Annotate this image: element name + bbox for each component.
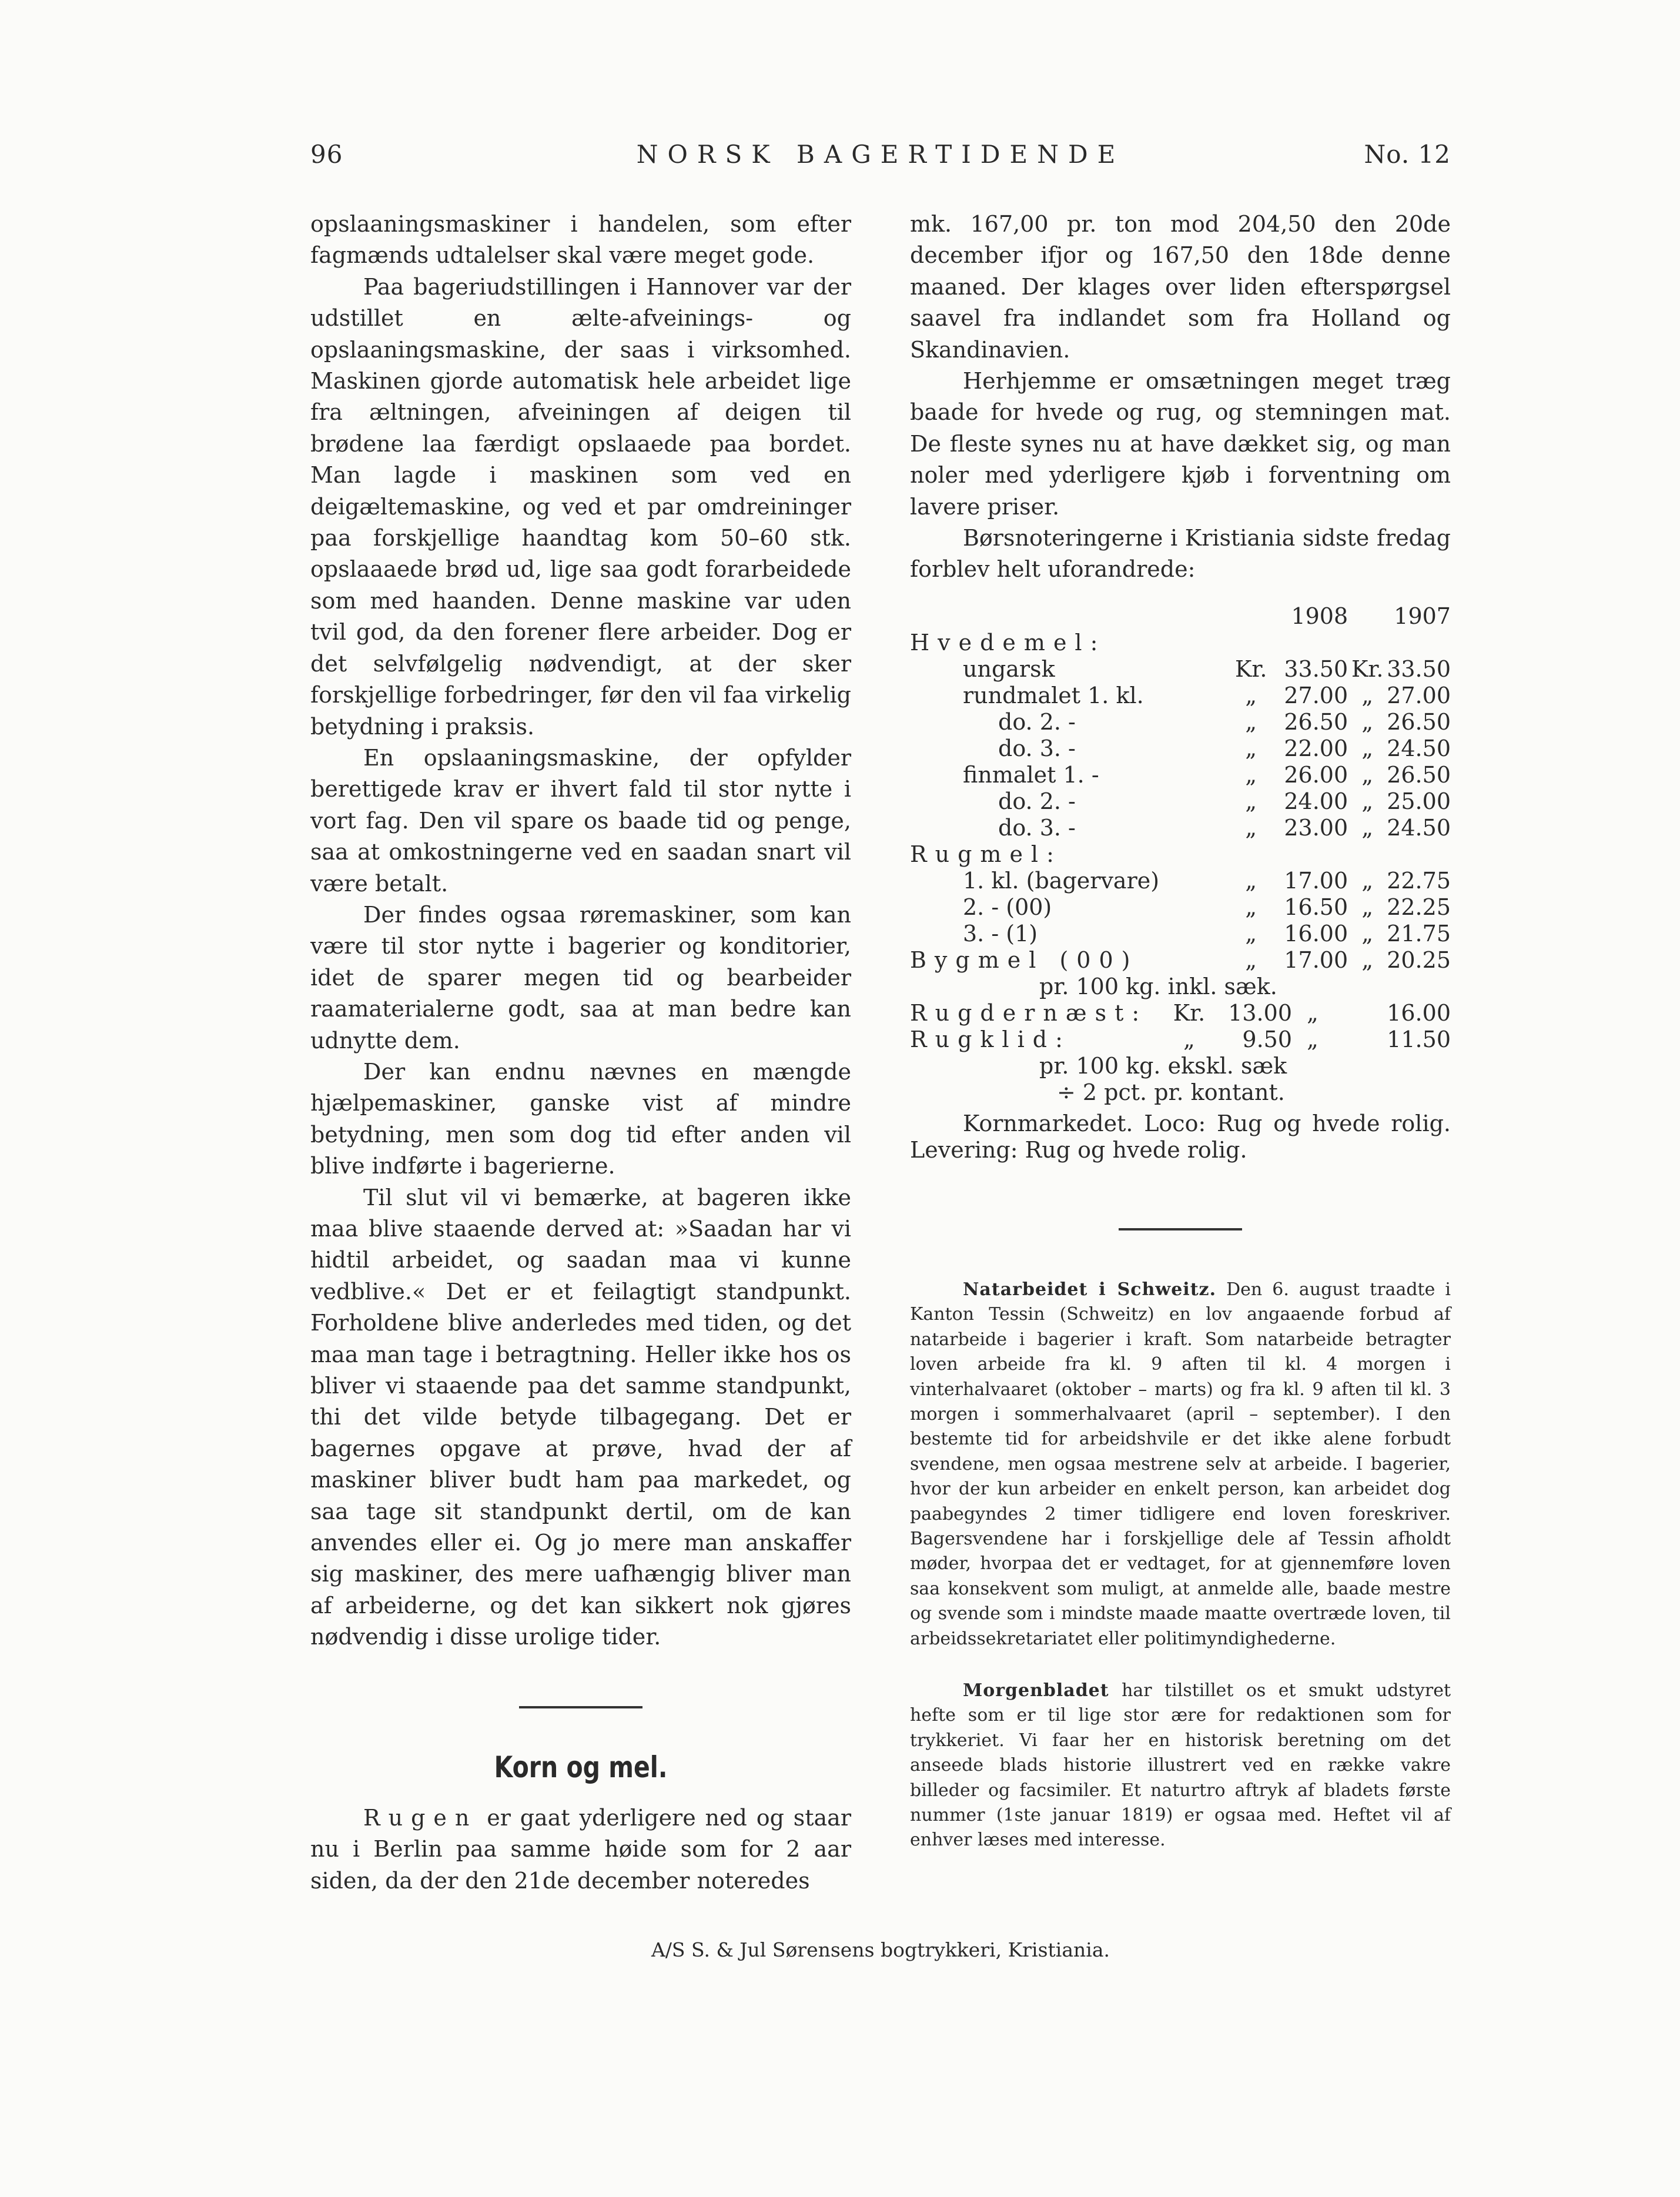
price-label: rundmalet 1. kl. — [963, 682, 1144, 708]
price-table-2 — [910, 1000, 1451, 1053]
price-label: Rugmel: — [910, 841, 1062, 867]
price-unit-1908: „ — [1245, 894, 1257, 920]
price-1907: 21.75 — [1387, 920, 1451, 947]
price-1907: 24.50 — [1387, 735, 1451, 761]
price-1907 — [1387, 630, 1451, 656]
paragraph: Til slut vil vi bemærke, at bageren ikke maa blive staaende derved at: »Saadan har vi hidtil arbeidet, og saadan maa vi kunne vedblive.« Det er et feilagtigt standpunkt. Forholdene blive anderledes med tiden, og det maa man tage i betragtning. Heller ikke hos os bliver vi staaende paa det samme standpunkt, thi det vilde betyde tilbagegang. Det er bagernes opgave at prøve, hvad der af maskiner bliver budt ham paa markedet, og saa tage sit standpunkt dertil, om de kan anvendes eller ei. Og jo mere man anskaffer sig maskiner, des mere uafhængig bliver man af arbeiderne, og det kan sikkert nok gjøres nødvendig i disse urolige tider. — [310, 1184, 851, 1650]
paragraph: En opslaaningsmaskine, der opfylder berettigede krav er ihvert fald til stor nytte i vort fag. Den vil spare os baade tid og penge, saa at omkostningerne ved en saadan snart vil være betalt. — [310, 744, 851, 897]
section-lead-paragraph — [310, 1803, 851, 1897]
price-label: do. 2. - — [998, 708, 1076, 735]
price-1908: 26.50 — [1284, 708, 1348, 735]
price-header-row — [910, 603, 1451, 630]
price-unit-1907: „ — [1361, 947, 1374, 973]
running-head — [310, 140, 1451, 175]
price-unit-1908 — [1231, 630, 1270, 656]
price-unit-1907: „ — [1307, 1026, 1318, 1052]
price-row — [910, 788, 1451, 815]
price-1907: 24.50 — [1387, 814, 1451, 841]
price-1907: 16.00 — [1387, 999, 1451, 1026]
price-1908: 16.00 — [1284, 920, 1348, 947]
price-unit-1907: „ — [1361, 682, 1374, 708]
lead-text: er gaat yderligere ned og staar nu i Berlin paa samme høide som for 2 aar siden, da der den 21de december noteredes — [310, 1804, 851, 1894]
price-1908: 26.00 — [1284, 761, 1348, 788]
paragraph: Der kan endnu nævnes en mængde hjælpemaskiner, ganske vist af mindre betydning, men som dog tid efter anden vil blive indførte i bagerierne. — [310, 1058, 851, 1179]
price-label: Hvedemel: — [910, 629, 1106, 656]
lead-word: Rugen — [363, 1804, 478, 1831]
price-row — [910, 1026, 1451, 1053]
price-row — [910, 815, 1451, 841]
price-1908: 27.00 — [1284, 682, 1348, 708]
price-unit-1908: Kr. — [1234, 656, 1267, 682]
price-1908: 24.00 — [1284, 788, 1348, 814]
price-1907: 27.00 — [1387, 682, 1451, 708]
price-label: do. 2. - — [998, 788, 1076, 814]
price-unit-1908: „ — [1245, 867, 1257, 894]
price-1907: 22.25 — [1387, 894, 1451, 920]
price-unit-1907: „ — [1361, 894, 1374, 920]
price-1908: 13.00 — [1228, 999, 1292, 1026]
notice-title: Natarbeidet i Schweitz. — [963, 1279, 1217, 1300]
price-1908: 9.50 — [1242, 1026, 1292, 1052]
price-row — [910, 656, 1451, 683]
price-label: do. 3. - — [998, 735, 1076, 761]
notice-text: har tilstillet os et smukt udstyret hefte som er til lige stor ære for redaktionen som for trykkeriet. Vi faar her en historisk beretning om det anseede blads historie illustrert ved en række vakre billeder og facsimiler. Et naturtro aftryk af bladets første nummer (1ste januar 1819) er ogsaa med. Heftet vil af enhver læses med interesse. — [910, 1680, 1451, 1851]
notice-text: Den 6. august traadte i Kanton Tessin (Schweitz) en lov angaaende forbud af natarbeide i bagerier i kraft. Som natarbeide betragter loven arbeide fra kl. 9 aften til kl. 4 morgen i vinterhalvaaret (oktober – marts) og fra kl. 9 aften til kl. 3 morgen i sommerhalvaaret (april – september). I den bestemte tid for arbeidshvile er det ikke alene forbudt svendene, men ogsaa mestrene selv at arbeide. I bagerier, hvor der kun arbeider en enkelt person, kan arbeidet dog paabegyndes 2 timer tidligere end loven foreskriver. Bagersvendene har i forskjellige dele af Tessin afholdt møder, hvorpaa det er vedtaget, for at gjennemføre loven saa konsekvent som muligt, at anmelde alle, baade mestre og svende som i mindste maade maatte overtræde loven, til arbeidssekretariatet eller politimyndighederne. — [910, 1279, 1451, 1649]
price-label: 2. - (00) — [963, 894, 1052, 920]
price-rows — [910, 630, 1451, 974]
price-1907: 33.50 — [1387, 656, 1451, 682]
price-1908: 17.00 — [1284, 947, 1348, 973]
section-divider — [519, 1706, 642, 1708]
price-unit-1908: „ — [1245, 735, 1257, 761]
price-unit-1907: „ — [1361, 708, 1374, 735]
paragraph: Der findes ogsaa røremaskiner, som kan være til stor nytte i bagerier og konditorier, idet de sparer megen tid og bearbeider raamaterialerne godt, saa at man bedre kan udnytte dem. — [310, 901, 851, 1054]
price-unit-1908: Kr. — [1173, 999, 1206, 1026]
price-unit-1907: „ — [1361, 814, 1374, 841]
issue-number: No. 12 — [1364, 140, 1451, 169]
price-unit-1907: „ — [1361, 867, 1374, 894]
price-1907: 22.75 — [1387, 867, 1451, 894]
printer-imprint: A/S S. & Jul Sørensens bogtrykkeri, Kristiania. — [651, 1938, 1110, 1961]
price-unit-1908: „ — [1245, 920, 1257, 947]
price-unit-1908: „ — [1245, 682, 1257, 708]
price-unit-1907 — [1348, 841, 1387, 868]
price-1907: 20.25 — [1387, 947, 1451, 973]
price-1907: 26.50 — [1387, 761, 1451, 788]
price-label: 3. - (1) — [963, 920, 1038, 947]
price-unit-1908 — [1231, 841, 1270, 868]
year-1908: 1908 — [1291, 603, 1348, 629]
price-note: pr. 100 kg. inkl. sæk. — [1039, 973, 1277, 999]
price-1907 — [1387, 841, 1451, 868]
price-unit-1908: „ — [1245, 947, 1257, 973]
price-row — [910, 630, 1451, 656]
price-1908: 33.50 — [1284, 656, 1348, 682]
price-1908 — [1270, 630, 1348, 656]
price-label: ungarsk — [963, 656, 1055, 682]
price-row — [910, 947, 1451, 974]
paragraph: opslaaningsmaskiner i handelen, som efter fagmænds udtalelser skal være meget gode. — [310, 211, 851, 269]
right-column — [910, 209, 1451, 1853]
paragraph: mk. 167,00 pr. ton mod 204,50 den 20de december ifjor og 167,50 den 18de denne maaned. Der klages over liden efterspørgsel saavel fra indlandet som fra Holland og Skandinavien. — [910, 211, 1451, 363]
price-1907: 11.50 — [1387, 1026, 1451, 1052]
price-unit-1908: „ — [1183, 1026, 1195, 1052]
price-label: 1. kl. (bagervare) — [963, 867, 1160, 894]
notice-natarbeide — [910, 1278, 1451, 1651]
price-row — [910, 762, 1451, 788]
section-title: Korn og mel. — [494, 1750, 668, 1784]
price-unit-1907: „ — [1361, 761, 1374, 788]
price-unit-1907 — [1348, 630, 1387, 656]
price-row — [910, 683, 1451, 709]
price-1908: 16.50 — [1284, 894, 1348, 920]
price-unit-1908: „ — [1245, 761, 1257, 788]
price-1908: 22.00 — [1284, 735, 1348, 761]
price-unit-1907: Kr. — [1351, 656, 1384, 682]
notice-title: Morgenbladet — [963, 1680, 1109, 1701]
price-rows — [910, 1000, 1451, 1053]
price-1907: 26.50 — [1387, 708, 1451, 735]
price-1907: 25.00 — [1387, 788, 1451, 814]
kornmarkedet-paragraph: Kornmarkedet. Loco: Rug og hvede rolig. Levering: Rug og hvede rolig. — [910, 1110, 1451, 1163]
price-note: pr. 100 kg. ekskl. sæk — [1039, 1052, 1287, 1079]
price-row — [910, 841, 1451, 868]
price-unit-1907: „ — [1361, 788, 1374, 814]
price-unit-1907: „ — [1307, 999, 1318, 1026]
paragraph: Børsnoteringerne i Kristiania sidste fredag forblev helt uforandrede: — [910, 525, 1451, 583]
notice-morgenbladet — [910, 1678, 1451, 1853]
price-unit-1907: „ — [1361, 735, 1374, 761]
price-table — [910, 603, 1451, 974]
price-label: Bygmel (00) — [910, 947, 1139, 973]
paragraph: Paa bageriudstillingen i Hannover var der udstillet en ælte-afveinings- og opslaaningsmaskine, der saas i virksomhed. Maskinen gjorde automatisk hele arbeidet lige fra æltningen, afveiningen af deigen til brødene laa færdigt opslaaede paa bordet. Man lagde i maskinen som ved en deigæltemaskine, og ved et par omdreininger paa forskjellige haandtag kom 50–60 stk. opslaaaede brød ud, lige saa godt forarbeidede som med haanden. Denne maskine var uden tvil god, da den forener flere arbeider. Dog er det selvfølgelig nødvendigt, at der sker forskjellige forbedringer, før den vil faa virkelig betydning i praksis. — [310, 273, 851, 740]
price-note: ÷ 2 pct. pr. kontant. — [1057, 1079, 1285, 1105]
price-row — [910, 921, 1451, 947]
section-divider — [1119, 1228, 1242, 1230]
price-row — [910, 1000, 1451, 1026]
price-row — [910, 868, 1451, 894]
price-1908 — [1270, 841, 1348, 868]
price-row — [910, 735, 1451, 762]
page-number: 96 — [310, 140, 343, 169]
price-1908: 17.00 — [1284, 867, 1348, 894]
year-1907: 1907 — [1394, 603, 1451, 629]
price-label: Rugdernæst: — [910, 999, 1148, 1026]
price-label: Rugklid: — [910, 1026, 1071, 1052]
price-unit-1908: „ — [1245, 814, 1257, 841]
price-label: finmalet 1. - — [963, 761, 1099, 788]
paragraph: Herhjemme er omsætningen meget træg baade for hvede og rug, og stemningen mat. De fleste synes nu at have dækket sig, og man noler med yderligere kjøb i forventning om lavere priser. — [910, 368, 1451, 520]
price-unit-1907: „ — [1361, 920, 1374, 947]
price-unit-1908: „ — [1245, 708, 1257, 735]
price-1908: 23.00 — [1284, 814, 1348, 841]
price-label: do. 3. - — [998, 814, 1076, 841]
publication-title: NORSK BAGERTIDENDE — [636, 140, 1125, 169]
price-unit-1908: „ — [1245, 788, 1257, 814]
left-column — [310, 209, 851, 1897]
price-row — [910, 709, 1451, 735]
price-row — [910, 894, 1451, 921]
